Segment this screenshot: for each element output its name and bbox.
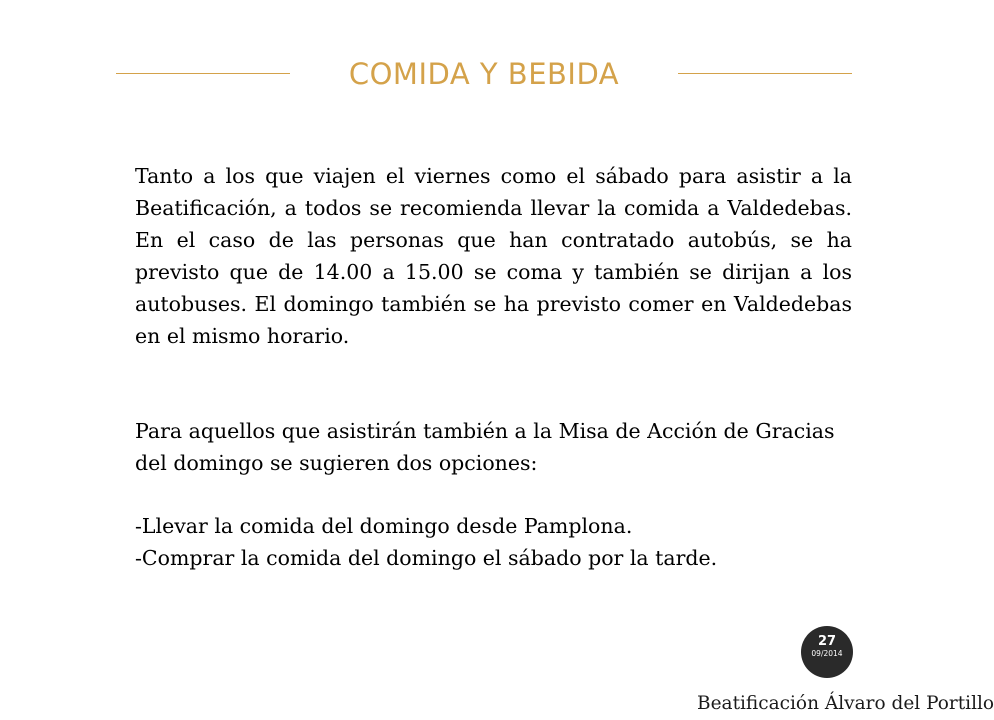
footer-brand: Beatificación Álvaro del Portillo: [697, 693, 994, 714]
option-item: -Llevar la comida del domingo desde Pamplona.: [135, 514, 633, 538]
title-rule-left: [116, 73, 290, 74]
paragraph-meal-plan: Tanto a los que viajen el viernes como el sábado para asistir a la Beatificación, a todos se recomienda llevar la comida a Valdedebas. En el caso de las personas que han contratado autobús, se ha previsto que de 14.00 a 15.00 se coma y también se dirijan a los autobuses. El domingo también se ha previsto comer en Valdedebas en el mismo horario.: [135, 164, 852, 348]
badge-day: 27: [817, 634, 837, 649]
paragraph-sunday-mass: Para aquellos que asistirán también a la Misa de Acción de Gracias del domingo se sugieren dos opciones:: [135, 419, 835, 475]
title-rule-right: [678, 73, 852, 74]
date-badge: [801, 626, 853, 678]
slide-title: COMIDA Y BEBIDA: [348, 57, 620, 91]
option-item: -Comprar la comida del domingo el sábado por la tarde.: [135, 546, 718, 570]
badge-month-year: 09/2014: [811, 649, 843, 658]
